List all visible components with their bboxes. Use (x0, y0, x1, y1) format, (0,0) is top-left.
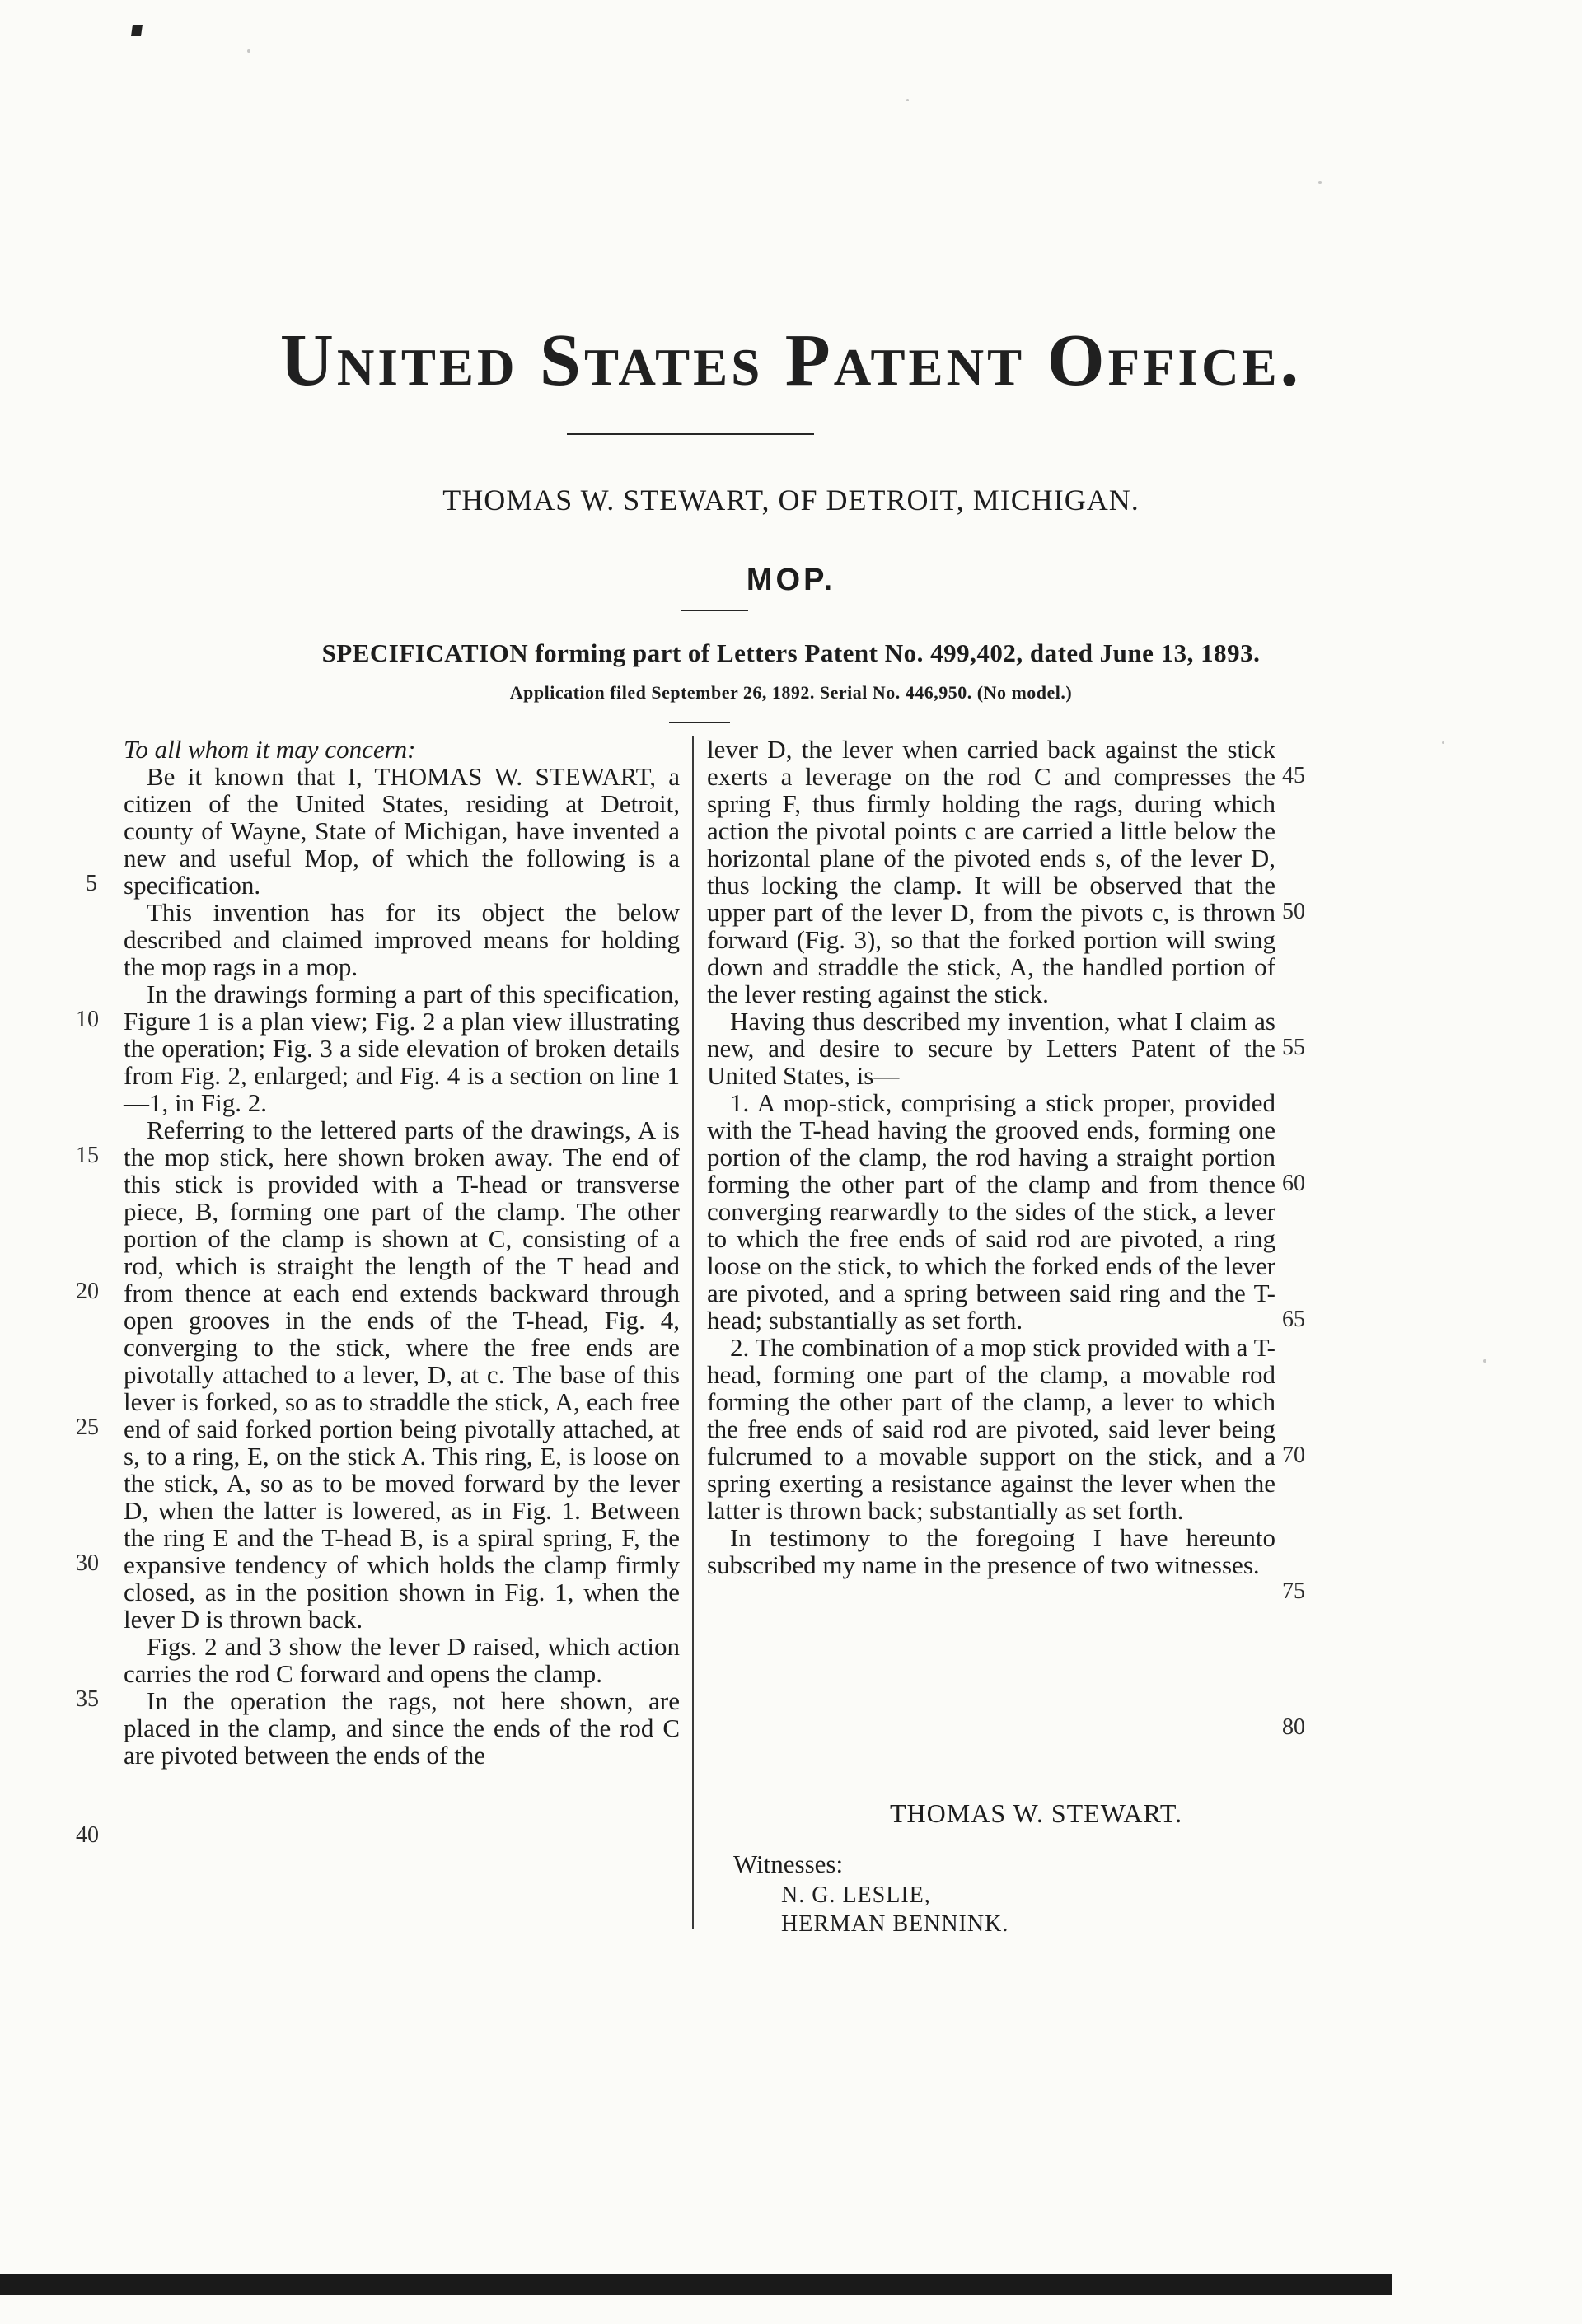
scan-speckle (1483, 1359, 1486, 1363)
right-column (707, 736, 1275, 1578)
line-number: 75 (1282, 1578, 1305, 1604)
paragraph: Be it known that I, THOMAS W. STEWART, a citizen of the United States, residing at Detroit, county of Wayne, State of Michigan, have invented a new and useful Mop, of which the following is a specification. (124, 762, 680, 900)
header-rule (567, 433, 814, 435)
witnesses-label: Witnesses: (733, 1849, 844, 1878)
specification-rule (669, 722, 730, 723)
scan-mark (131, 25, 143, 36)
paragraph: Having thus described my invention, what I claim as new, and desire to secure by Letters Patent of the United States, is— (707, 1007, 1275, 1090)
paragraph: This invention has for its object the below described and claimed improved means for holding the mop rags in a mop. (124, 898, 680, 981)
line-number: 70 (1282, 1443, 1305, 1468)
inventor-line: THOMAS W. STEWART, OF DETROIT, MICHIGAN. (442, 484, 1140, 517)
title-rule (681, 610, 748, 611)
salutation: To all whom it may concern: (124, 735, 416, 764)
scan-speckle (1442, 741, 1444, 744)
line-number: 30 (76, 1550, 99, 1576)
application-line: Application filed September 26, 1892. Serial No. 446,950. (No model.) (509, 682, 1073, 703)
paragraph: lever D, the lever when carried back against the stick exerts a leverage on the rod C and compresses the spring F, thus firmly holding the rags, during which action the pivotal points c are carried a little below the horizontal plane of the pivoted ends s, of the lever D, thus locking the clamp. It will be observed that the upper part of the lever D, from the pivots c, is thrown forward (Fig. 3), so that the forked portion will swing down and straddle the stick, A, the handled portion of the lever resting against the stick. (707, 735, 1275, 1008)
paragraph: In the drawings forming a part of this specification, Figure 1 is a plan view; Fig. 2 a plan view illustrating the operation; Fig. 3 a side elevation of broken details from Fig. 2, enlarged; and Fig. 4 is a section on line 1—1, in Fig. 2. (124, 980, 680, 1117)
line-number: 10 (76, 1007, 99, 1032)
scan-bottom-band (0, 2274, 1392, 2295)
line-number: 15 (76, 1143, 99, 1168)
line-number: 45 (1282, 763, 1305, 788)
scan-speckle (1318, 181, 1322, 184)
signature: THOMAS W. STEWART. (890, 1798, 1183, 1828)
line-number: 50 (1282, 899, 1305, 924)
witness-name: N. G. LESLIE, (781, 1882, 931, 1908)
line-number: 80 (1282, 1714, 1305, 1740)
left-column (124, 736, 680, 1769)
paragraph: In the operation the rags, not here shown, are placed in the clamp, and since the ends of the rod C are pivoted between the ends of the (124, 1686, 680, 1770)
paragraph: Figs. 2 and 3 show the lever D raised, which action carries the rod C forward and opens the clamp. (124, 1632, 680, 1688)
claim: 1. A mop-stick, comprising a stick proper, provided with the T-head having the grooved ends, forming one portion of the clamp, the rod having a straight portion forming the other part of the clamp and from thence converging rearwardly to the sides of the stick, a lever to which the free ends of said rod are pivoted, a ring loose on the stick, to which the forked ends of the lever are pivoted, and a spring between said ring and the T-head; substantially as set forth. (707, 1088, 1275, 1335)
paragraph: In testimony to the foregoing I have hereunto subscribed my name in the presence of two witnesses. (707, 1523, 1275, 1579)
scan-speckle (906, 99, 909, 101)
line-number: 20 (76, 1279, 99, 1304)
paragraph: Referring to the lettered parts of the drawings, A is the mop stick, here shown broken away. The end of this stick is provided with a T-head or transverse piece, B, forming one part of the clamp. The other portion of the clamp is shown at C, consisting of a rod, which is straight the length of the T head and from thence at each end extends backward through open grooves in the ends of the T-head, Fig. 4, converging to the stick, where the free ends are pivotally attached to a lever, D, at c. The base of this lever is forked, so as to straddle the stick, A, each free end of said forked portion being pivotally attached, at s, to a ring, E, on the stick A. This ring, E, is loose on the stick, A, so as to be moved forward by the lever D, when the latter is lowered, as in Fig. 1. Between the ring E and the T-head B, is a spiral spring, F, the expansive tendency of which holds the clamp firmly closed, as in the position shown in Fig. 1, when the lever D is thrown back. (124, 1115, 680, 1634)
line-number: 65 (1282, 1307, 1305, 1332)
witness-name: HERMAN BENNINK. (781, 1911, 1009, 1937)
specification-line: SPECIFICATION forming part of Letters Patent No. 499,402, dated June 13, 1893. (321, 638, 1261, 667)
column-divider (692, 736, 694, 1929)
invention-title: MOP. (746, 563, 836, 597)
scan-speckle (247, 49, 250, 53)
line-number: 55 (1282, 1035, 1305, 1060)
line-number: 25 (76, 1415, 99, 1440)
line-number: 40 (76, 1822, 99, 1848)
line-number: 60 (1282, 1171, 1305, 1196)
office-title: United States Patent Office. (279, 320, 1303, 401)
claim: 2. The combination of a mop stick provided with a T-head, forming one part of the clamp, a movable rod forming the other part of the clamp, a lever to which the free ends of said rod are pivoted, said lever being fulcrumed to a movable support on the stick, and a spring exerting a resistance against the lever when the latter is thrown back; substantially as set forth. (707, 1333, 1275, 1525)
line-number: 5 (86, 871, 97, 896)
line-number: 35 (76, 1686, 99, 1712)
